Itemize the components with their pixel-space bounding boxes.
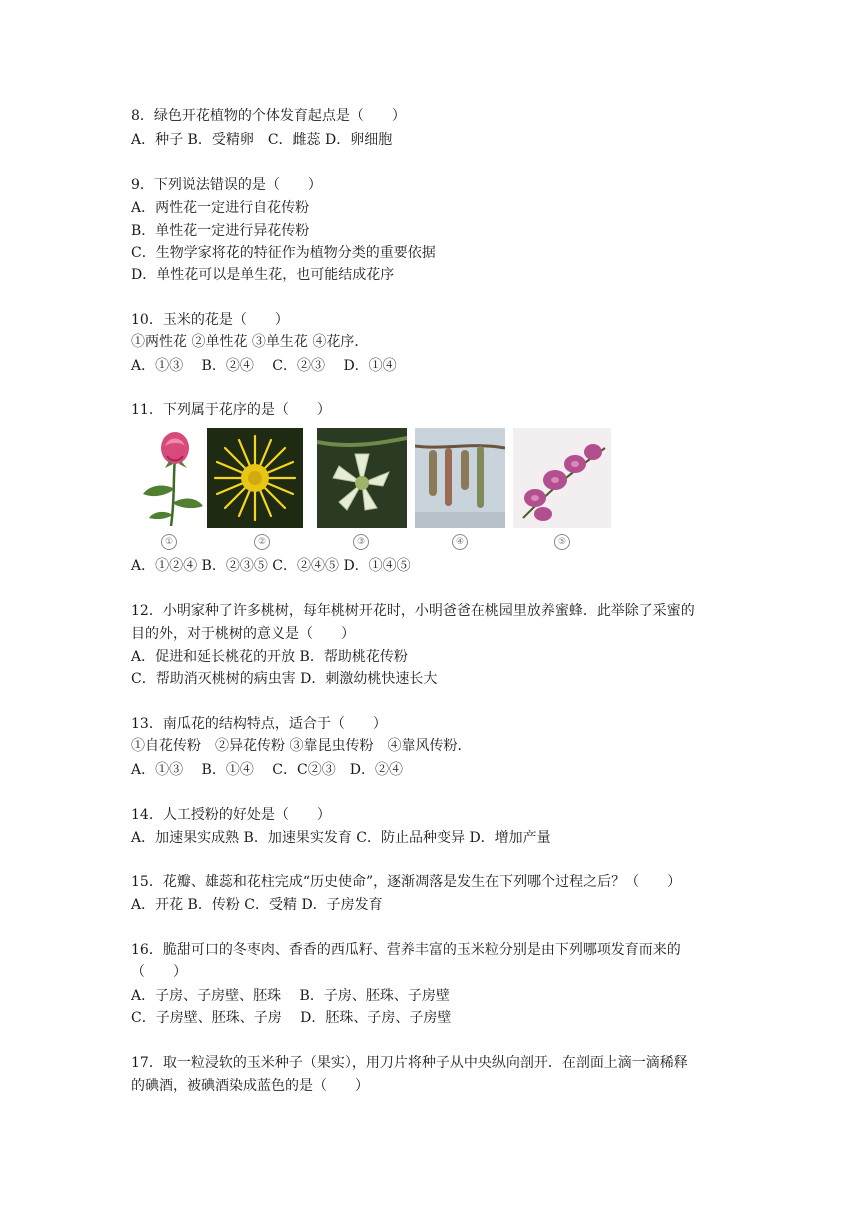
question-14-options: A．加速果实成熟 B．加速果实发育 C．防止品种变异 D．增加产量 [131, 830, 551, 846]
question-17-line-1: 17．取一粒浸软的玉米种子（果实），用刀片将种子从中央纵向剖开．在剖面上滴一滴稀释 [131, 1055, 688, 1071]
question-13-options: A．①③ B．①④ C．C②③ D．②④ [131, 762, 403, 778]
question-15-options: A．开花 B．传粉 C．受精 D．子房发育 [131, 897, 383, 913]
chrysanthemum-image [207, 428, 303, 528]
question-8-options: A．种子 B．受精卵 C．雌蕊 D．卵细胞 [131, 132, 393, 148]
question-12-line-2: 目的外，对于桃树的意义是（ ） [131, 626, 355, 642]
figure-label-2: ② [254, 534, 270, 550]
question-16-options-cd: C．子房壁、胚珠、子房 D．胚珠、子房、子房壁 [131, 1010, 452, 1026]
figure-label-4: ④ [452, 534, 468, 550]
question-16-line-2: （ ） [131, 964, 187, 980]
figure-label-3: ③ [353, 534, 369, 550]
white-star-flower-image [317, 428, 407, 528]
question-16-line-1: 16．脆甜可口的冬枣肉、香香的西瓜籽、营养丰富的玉米粒分别是由下列哪项发育而来的 [131, 942, 681, 958]
question-16-options-ab: A．子房、子房壁、胚珠 B．子房、胚珠、子房壁 [131, 988, 450, 1004]
question-11: 11．下列属于花序的是（ ） [131, 402, 331, 418]
question-15: 15．花瓣、雄蕊和花柱完成“历史使命”，逐渐凋落是发生在下列哪个过程之后？（ ） [131, 874, 682, 890]
question-14: 14．人工授粉的好处是（ ） [131, 807, 331, 823]
question-13-items: ①自花传粉 ②异花传粉 ③靠昆虫传粉 ④靠风传粉． [131, 738, 472, 754]
question-8: 8．绿色开花植物的个体发育起点是（ ） [131, 108, 406, 124]
question-9: 9．下列说法错误的是（ ） [131, 177, 322, 193]
flower-figure-strip [131, 428, 611, 550]
question-9-option-b: B．单性花一定进行异花传粉 [131, 223, 310, 239]
question-13: 13．南瓜花的结构特点，适合于（ ） [131, 716, 387, 732]
question-12-options-ab: A．促进和延长桃花的开放 B．帮助桃花传粉 [131, 649, 408, 665]
figure-label-1: ① [161, 534, 177, 550]
question-12-options-cd: C．帮助消灭桃树的病虫害 D．刺激幼桃快速长大 [131, 671, 438, 687]
question-17-line-2: 的碘酒，被碘酒染成蓝色的是（ ） [131, 1078, 369, 1094]
question-9-option-a: A．两性花一定进行自花传粉 [131, 200, 310, 216]
question-11-options: A．①②④ B．②③⑤ C．②④⑤ D．①④⑤ [131, 558, 411, 574]
question-9-option-d: D．单性花可以是单生花，也可能结成花序 [131, 267, 395, 283]
question-9-option-c: C．生物学家将花的特征作为植物分类的重要依据 [131, 245, 436, 261]
figure-label-5: ⑤ [554, 534, 570, 550]
question-10: 10．玉米的花是（ ） [131, 312, 289, 328]
question-10-items: ①两性花 ②单性花 ③单生花 ④花序． [131, 334, 369, 350]
orchid-image [513, 428, 611, 528]
catkin-image [415, 428, 505, 528]
question-12-line-1: 12．小明家种了许多桃树，每年桃树开花时，小明爸爸在桃园里放养蜜蜂．此举除了采蜜的 [131, 603, 695, 619]
question-10-options: A．①③ B．②④ C．②③ D．①④ [131, 358, 397, 374]
